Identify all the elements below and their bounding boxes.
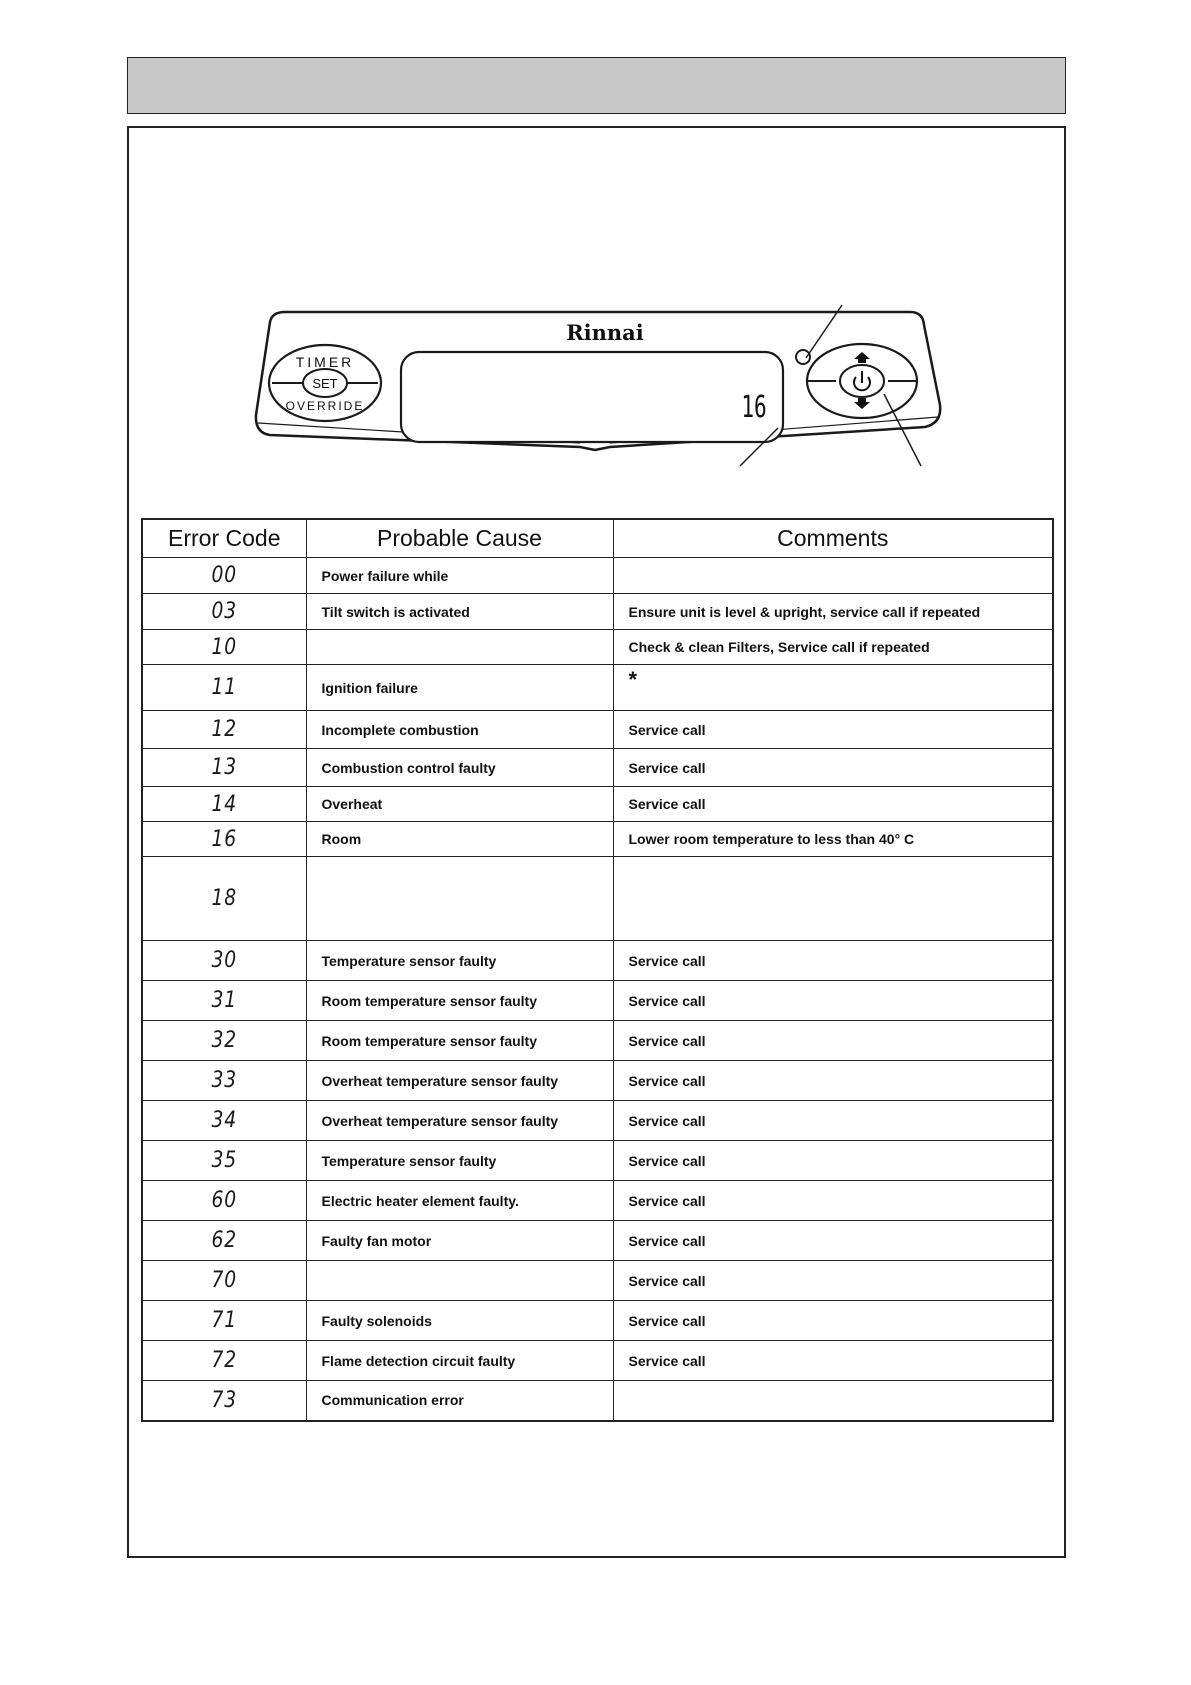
table-row	[142, 749, 1053, 787]
probable-cause: Electric heater element faulty.	[306, 1181, 613, 1221]
timer-label: TIMER	[295, 354, 355, 370]
table-row	[142, 1061, 1053, 1101]
comment: Service call	[613, 1301, 1053, 1341]
probable-cause: Communication error	[306, 1381, 613, 1421]
comment	[613, 665, 1053, 711]
probable-cause: Overheat temperature sensor faulty	[306, 1061, 613, 1101]
error-code: 13	[154, 749, 293, 787]
table-header-row	[142, 519, 1053, 558]
table-row	[142, 857, 1053, 941]
error-code: 14	[154, 787, 293, 822]
comment: Service call	[613, 1181, 1053, 1221]
comment: Service call	[613, 1261, 1053, 1301]
probable-cause: Overheat	[306, 787, 613, 822]
table-row	[142, 941, 1053, 981]
comment: Ensure unit is level & upright, service call if repeated	[613, 594, 1053, 630]
table-row	[142, 1021, 1053, 1061]
brand-logo: Rinnai	[566, 320, 644, 345]
footnote-asterisk: *	[628, 666, 638, 692]
probable-cause: Ignition failure	[306, 665, 613, 711]
error-code: 03	[154, 594, 293, 630]
error-code: 00	[154, 558, 293, 594]
table-row	[142, 787, 1053, 822]
callout-lines	[0, 0, 1191, 500]
table-row	[142, 822, 1053, 857]
comment: Lower room temperature to less than 40° C	[613, 822, 1053, 857]
comment: Check & clean Filters, Service call if repeated	[613, 630, 1053, 665]
error-code: 32	[154, 1021, 293, 1061]
probable-cause	[306, 630, 613, 665]
table-row	[142, 630, 1053, 665]
comment: Service call	[613, 1341, 1053, 1381]
comment	[613, 1381, 1053, 1421]
probable-cause: Faulty fan motor	[306, 1221, 613, 1261]
table-row	[142, 1301, 1053, 1341]
table-row	[142, 1261, 1053, 1301]
override-label: OVERRIDE	[285, 399, 365, 413]
error-code: 35	[154, 1141, 293, 1181]
error-code: 30	[154, 941, 293, 981]
table-row	[142, 1181, 1053, 1221]
probable-cause: Tilt switch is activated	[306, 594, 613, 630]
error-code: 10	[154, 630, 293, 665]
comment: Service call	[613, 749, 1053, 787]
table-row	[142, 981, 1053, 1021]
probable-cause: Room temperature sensor faulty	[306, 981, 613, 1021]
comment: Service call	[613, 1061, 1053, 1101]
comment: Service call	[613, 1101, 1053, 1141]
error-code: 31	[154, 981, 293, 1021]
error-code: 33	[154, 1061, 293, 1101]
comment	[613, 558, 1053, 594]
comment: Service call	[613, 941, 1053, 981]
comment: Service call	[613, 1221, 1053, 1261]
probable-cause: Power failure while	[306, 558, 613, 594]
probable-cause: Combustion control faulty	[306, 749, 613, 787]
header-error-code: Error Code	[142, 519, 306, 558]
table-row	[142, 665, 1053, 711]
table-row	[142, 594, 1053, 630]
probable-cause: Flame detection circuit faulty	[306, 1341, 613, 1381]
probable-cause: Temperature sensor faulty	[306, 941, 613, 981]
error-code: 11	[154, 665, 293, 711]
header-comments: Comments	[613, 519, 1053, 558]
probable-cause: Room	[306, 822, 613, 857]
comment	[613, 857, 1053, 941]
error-code: 70	[154, 1261, 293, 1301]
error-code: 12	[154, 711, 293, 749]
error-code: 18	[154, 857, 293, 941]
lcd-temperature-value: 16	[741, 390, 767, 426]
error-code: 60	[154, 1181, 293, 1221]
table-row	[142, 1101, 1053, 1141]
probable-cause	[306, 857, 613, 941]
probable-cause: Temperature sensor faulty	[306, 1141, 613, 1181]
table-row	[142, 1381, 1053, 1421]
error-code: 72	[154, 1341, 293, 1381]
error-code: 62	[154, 1221, 293, 1261]
table-row	[142, 1221, 1053, 1261]
error-code: 34	[154, 1101, 293, 1141]
table-row	[142, 1141, 1053, 1181]
probable-cause: Overheat temperature sensor faulty	[306, 1101, 613, 1141]
error-code: 73	[154, 1381, 293, 1421]
comment: Service call	[613, 1141, 1053, 1181]
probable-cause: Faulty solenoids	[306, 1301, 613, 1341]
comment: Service call	[613, 787, 1053, 822]
comment: Service call	[613, 1021, 1053, 1061]
probable-cause	[306, 1261, 613, 1301]
table-row	[142, 1341, 1053, 1381]
error-code: 16	[154, 822, 293, 857]
error-code-table	[141, 518, 1054, 1422]
probable-cause: Incomplete combustion	[306, 711, 613, 749]
comment: Service call	[613, 981, 1053, 1021]
table-row	[142, 711, 1053, 749]
set-label: SET	[312, 376, 338, 391]
header-probable-cause: Probable Cause	[306, 519, 613, 558]
table-row	[142, 558, 1053, 594]
error-code: 71	[154, 1301, 293, 1341]
probable-cause: Room temperature sensor faulty	[306, 1021, 613, 1061]
comment: Service call	[613, 711, 1053, 749]
